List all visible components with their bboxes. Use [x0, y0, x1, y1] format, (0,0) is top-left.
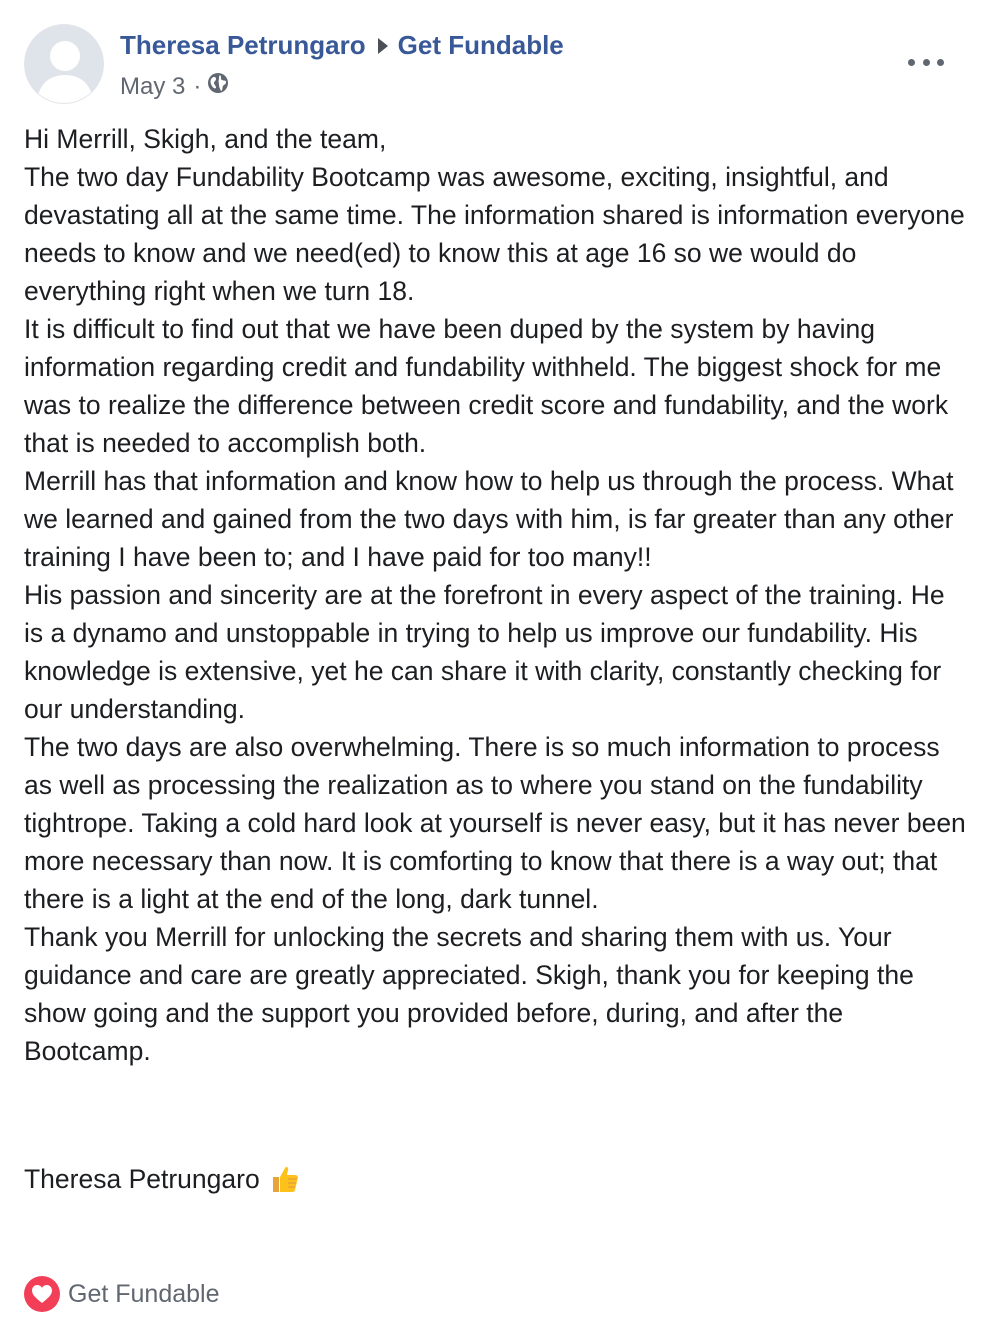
reactions-summary[interactable] — [24, 1276, 220, 1312]
default-avatar-icon — [25, 25, 104, 104]
heart-icon — [24, 1276, 60, 1312]
author-name-link[interactable]: Theresa Petrungaro — [120, 30, 366, 60]
meta-separator: · — [193, 72, 202, 100]
post-date-link[interactable]: May 3 — [120, 72, 186, 100]
avatar[interactable] — [24, 24, 104, 104]
reactions-label: Get Fundable — [68, 1279, 220, 1308]
message-paragraph: His passion and sincerity are at the forefront in every aspect of the training. He is a dynamo and unstoppable in trying to help us improve our fundability. His knowledge is extensive, yet he can share it with clarity, constantly checking for our understanding. — [24, 580, 945, 724]
globe-icon[interactable] — [207, 72, 229, 101]
thumbs-up-icon — [270, 1164, 300, 1194]
message-paragraph: The two days are also overwhelming. There is so much information to process as well as processing the realization as to where you stand on the fundability tightrope. Taking a cold hard look at yourself is never easy, but it has never been more necessary than now. It is comforting to know that there is a way out; that there is a light at the end of the long, dark tunnel. — [24, 732, 966, 914]
signature-name: Theresa Petrungaro — [24, 1164, 260, 1194]
signature — [24, 1160, 300, 1198]
more-options-icon[interactable] — [908, 54, 944, 70]
more-dot — [908, 59, 915, 66]
post-meta — [120, 72, 229, 101]
post-message — [24, 120, 970, 1070]
author-line — [120, 30, 564, 61]
more-dot — [937, 59, 944, 66]
more-dot — [923, 59, 930, 66]
caret-right-icon — [378, 30, 388, 61]
message-paragraph: Thank you Merrill for unlocking the secrets and sharing them with us. Your guidance and care are greatly appreciated. Skigh, thank you for keeping the show going and the support you provided before, during, and after the Bootcamp. — [24, 922, 914, 1066]
message-paragraph: Merrill has that information and know how to help us through the process. What we learned and gained from the two days with him, is far greater than any other training I have been to; and I have paid for too many!! — [24, 466, 954, 572]
message-paragraph: Hi Merrill, Skigh, and the team, — [24, 124, 387, 154]
target-page-link[interactable]: Get Fundable — [397, 30, 564, 60]
message-paragraph: It is difficult to find out that we have been duped by the system by having information regarding credit and fundability withheld. The biggest shock for me was to realize the difference between credit score and fundability, and the work that is needed to accomplish both. — [24, 314, 949, 458]
post-header — [24, 24, 968, 104]
message-paragraph: The two day Fundability Bootcamp was awesome, exciting, insightful, and devastating all at the same time. The information shared is information everyone needs to know and we need(ed) to know this at age 16 so we would do everything right when we turn 18. — [24, 162, 965, 306]
